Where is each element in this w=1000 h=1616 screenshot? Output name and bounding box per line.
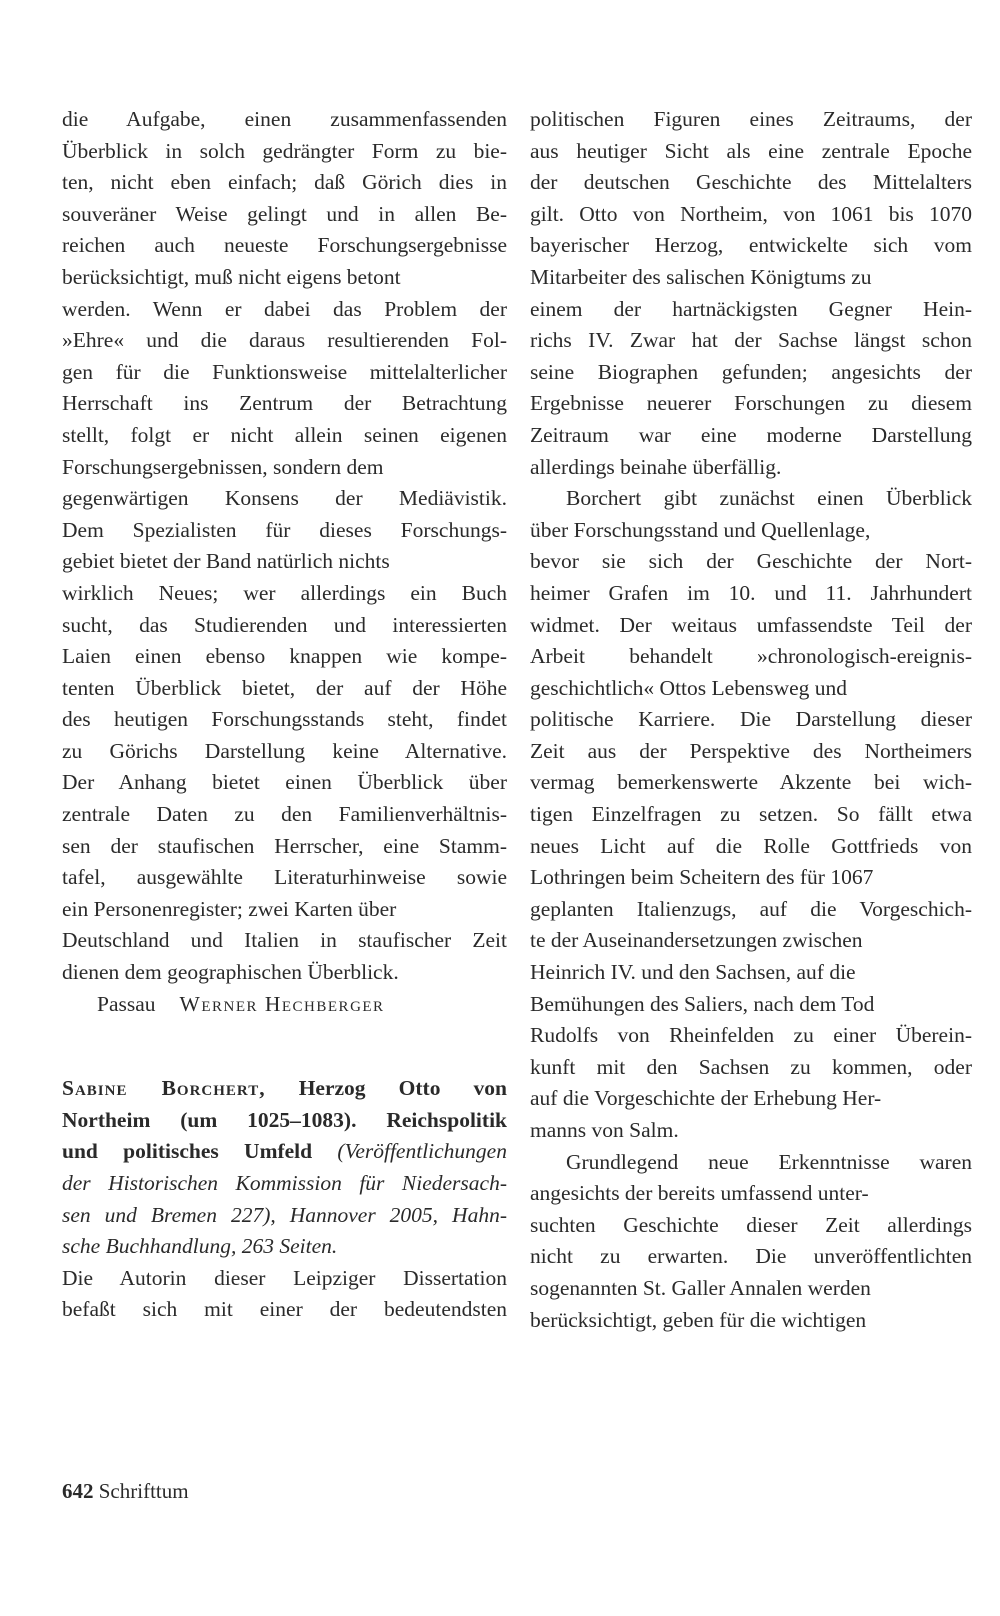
text-line: wirklich Neues; wer allerdings ein Buch <box>62 580 507 605</box>
text-line: politischen Figuren eines Zeitraums, der <box>530 107 972 131</box>
text-line: souveräner Weise gelingt und in allen Be- <box>62 201 507 226</box>
page-number: 642 <box>62 1479 94 1503</box>
book-title: Herzog Otto von <box>265 1076 507 1101</box>
heading-line: Northeim (um 1025–1083). Reichspolitik <box>62 1107 507 1132</box>
text-line: neues Licht auf die Rolle Gottfrieds von <box>530 833 972 858</box>
text-line: Grundlegend neue Erkenntnisse waren <box>566 1149 972 1174</box>
text-line: vermag bemerkenswerte Akzente bei wich- <box>530 770 972 795</box>
book-subtitle: und politisches Umfeld <box>62 1139 313 1164</box>
text-line: Überblick in solch gedrängter Form zu bie- <box>62 138 507 163</box>
right-column <box>530 104 972 1336</box>
text-line: werden. Wenn er dabei das Problem der <box>62 296 507 321</box>
text-line: suchten Geschichte dieser Zeit allerdings <box>530 1212 972 1237</box>
page-footer <box>62 1477 189 1505</box>
text-line: tigen Einzelfragen zu setzen. So fällt etwa <box>530 802 972 827</box>
text-line: allerdings beinahe überfällig. <box>530 454 782 479</box>
text-line: dienen dem geographischen Überblick. <box>62 960 399 985</box>
right-paragraph-3 <box>530 1147 972 1337</box>
text-line: heimer Grafen im 10. und 11. Jahrhundert <box>530 580 972 605</box>
text-line: bevor sie sich der Geschichte der Nort- <box>530 549 972 574</box>
text-line: zentrale Daten zu den Familienverhältnis- <box>62 802 507 827</box>
text-line: geschichtlich« Ottos Lebensweg und <box>530 675 848 700</box>
text-line: der deutschen Geschichte des Mittelalters <box>530 170 972 195</box>
text-line: Rudolfs von Rheinfelden zu einer Überein- <box>530 1023 972 1048</box>
text-line: zu Görichs Darstellung keine Alternative. <box>62 738 507 763</box>
text-line: Bemühungen des Saliers, nach dem Tod <box>530 991 875 1016</box>
text-line: ten, nicht eben einfach; daß Görich dies in <box>62 170 507 195</box>
text-line: tenten Überblick bietet, der auf der Höhe <box>62 675 507 700</box>
text-line: manns von Salm. <box>530 1118 679 1142</box>
heading-line: der Historischen Kommission für Niedersach- <box>62 1171 507 1195</box>
text-line: Ergebnisse neuerer Forschungen zu diesem <box>530 391 972 416</box>
text-line: sogenannten St. Galler Annalen werden <box>530 1275 871 1300</box>
text-line: befaßt sich mit einer der bedeutendsten <box>62 1297 507 1322</box>
text-line: auf die Vorgeschichte der Erhebung Her- <box>530 1086 882 1111</box>
text-line: Mitarbeiter des salischen Königtums zu <box>530 264 872 289</box>
review-heading <box>62 1073 507 1263</box>
left-column <box>62 104 507 1326</box>
text-line: Dem Spezialisten für dieses Forschungs- <box>62 517 507 542</box>
text-line: Forschungsergebnissen, sondern dem <box>62 454 384 479</box>
reviewed-author: Sabine Borchert, <box>62 1076 266 1101</box>
text-line: politische Karriere. Die Darstellung dieser <box>530 707 972 732</box>
text-line: Heinrich IV. und den Sachsen, auf die <box>530 960 856 985</box>
text-line: Borchert gibt zunächst einen Überblick <box>566 486 972 511</box>
text-line: sen der staufischen Herrscher, eine Stamm- <box>62 833 507 858</box>
heading-line <box>62 1073 507 1105</box>
text-line: te der Auseinandersetzungen zwischen <box>530 928 863 953</box>
review-signature <box>62 989 507 1021</box>
text-line: berücksichtigt, geben für die wichtigen <box>530 1307 867 1332</box>
text-line: richs IV. Zwar hat der Sachse längst schon <box>530 328 972 353</box>
text-line: einem der hartnäckigsten Gegner Hein- <box>530 296 972 321</box>
text-line: gegenwärtigen Konsens der Mediävistik. <box>62 486 507 511</box>
text-line: widmet. Der weitaus umfassendste Teil der <box>530 612 972 637</box>
text-line: berücksichtigt, muß nicht eigens betont <box>62 264 401 289</box>
text-line: tafel, ausgewählte Literaturhinweise sowie <box>62 865 507 890</box>
heading-line: sen und Bremen 227), Hannover 2005, Hahn- <box>62 1202 507 1227</box>
text-line: sucht, das Studierenden und interessierten <box>62 612 507 637</box>
text-line: Herrschaft ins Zentrum der Betrachtung <box>62 391 507 416</box>
series-title: (Veröffentlichungen <box>312 1139 507 1164</box>
text-line: die Aufgabe, einen zusammenfassenden <box>62 107 507 131</box>
text-line: bayerischer Herzog, entwickelte sich vom <box>530 233 972 258</box>
text-line: gebiet bietet der Band natürlich nichts <box>62 549 390 574</box>
text-line: über Forschungsstand und Quellenlage, <box>530 517 871 542</box>
text-line: gilt. Otto von Northeim, von 1061 bis 1070 <box>530 201 972 226</box>
text-line: kunft mit den Sachsen zu kommen, oder <box>530 1054 972 1079</box>
text-line: nicht zu erwarten. Die unveröffentlichten <box>530 1244 972 1269</box>
text-line: Deutschland und Italien in staufischer Zeit <box>62 928 507 953</box>
text-line: Die Autorin dieser Leipziger Dissertation <box>62 1265 507 1290</box>
left-paragraph-2 <box>62 1263 507 1326</box>
text-line: geplanten Italienzugs, auf die Vorgeschich- <box>530 896 972 921</box>
text-line: des heutigen Forschungsstands steht, findet <box>62 707 507 732</box>
text-line: ein Personenregister; zwei Karten über <box>62 896 397 921</box>
text-line: Arbeit behandelt »chronologisch-ereignis- <box>530 644 972 669</box>
text-line: aus heutiger Sicht als eine zentrale Epoche <box>530 138 972 163</box>
heading-line <box>62 1136 507 1168</box>
text-line: reichen auch neueste Forschungsergebnisse <box>62 233 507 258</box>
text-line: stellt, folgt er nicht allein seinen eigenen <box>62 422 507 447</box>
signature-place: Passau <box>97 991 156 1016</box>
section-gap <box>62 1020 507 1073</box>
text-line: seine Biographen gefunden; angesichts der <box>530 359 972 384</box>
text-line: Lothringen beim Scheitern des für 1067 <box>530 865 874 890</box>
text-line: Zeitraum war eine moderne Darstellung <box>530 422 972 447</box>
text-line: Zeit aus der Perspektive des Northeimers <box>530 738 972 763</box>
text-line: Der Anhang bietet einen Überblick über <box>62 770 507 795</box>
text-line: »Ehre« und die daraus resultierenden Fol- <box>62 328 507 353</box>
heading-line: sche Buchhandlung, 263 Seiten. <box>62 1234 338 1259</box>
right-paragraph-1 <box>530 104 972 483</box>
text-line: gen für die Funktionsweise mittelalterlicher <box>62 359 507 384</box>
text-line: angesichts der bereits umfassend unter- <box>530 1181 869 1206</box>
signature-author: Werner Hechberger <box>179 991 385 1016</box>
running-section-title: Schrifttum <box>98 1479 189 1503</box>
text-line: Laien einen ebenso knappen wie kompe- <box>62 644 507 669</box>
right-paragraph-2 <box>530 483 972 1146</box>
left-paragraph-1 <box>62 104 507 989</box>
